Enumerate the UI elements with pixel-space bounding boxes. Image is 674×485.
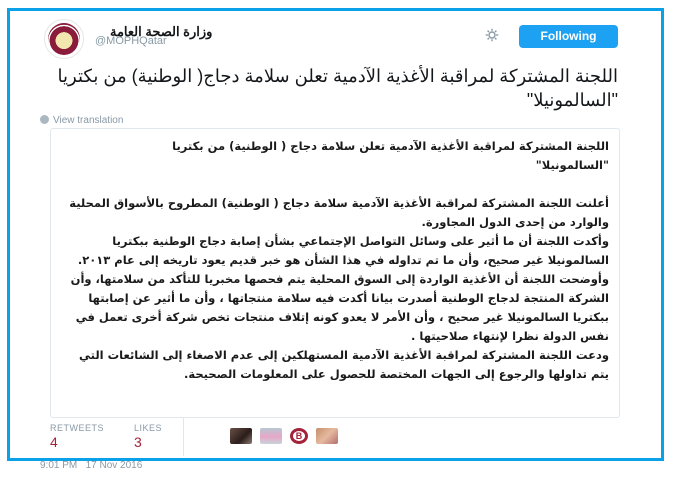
image-paragraph-4: ودعت اللجنة المشتركة لمراقبة الأغذية الآدمية المستهلكين إلى عدم الاصغاء إلى الشائعات التي يتم تداولها والرجوع إلى الجهات المختصة للحصول على المعلومات الصحيحة. (79, 348, 609, 381)
image-paragraph-2: وأكدت اللجنة أن ما أثير على وسائل التواصل الإجتماعي بشأن إصابة دجاج الوطنية ببكتريا السالمونيلا غير صحيح، وأن ما تم تداوله في هذا الشأن هو خبر قديم يعود تاريخه إلى عام ٢٠١٣. (77, 234, 609, 267)
likes-label: LIKES (134, 423, 163, 433)
image-text (59, 137, 609, 384)
view-translation-label: View translation (53, 115, 124, 126)
stats-divider (183, 418, 184, 456)
following-button[interactable]: Following (519, 25, 618, 48)
liker-avatar[interactable]: B (290, 428, 308, 444)
image-paragraph-1: أعلنت اللجنة المشتركة لمراقبة الأغذية الآدمية سلامة دجاج ( الوطنية) المطروح بالأسواق المحلية والوارد من إحدى الدول المجاورة. (69, 196, 609, 229)
likes-stat[interactable] (134, 423, 162, 450)
tweet-timestamp[interactable] (40, 460, 142, 471)
user-handle[interactable]: @MOPHQatar (95, 35, 167, 47)
liker-avatar[interactable] (260, 428, 282, 444)
attached-image[interactable] (50, 128, 620, 418)
retweets-label: RETWEETS (50, 423, 105, 433)
image-title-line1: اللجنة المشتركة لمراقبة الأغذية الآدمية تعلن سلامة دجاج ( الوطنية) من بكتريا (172, 139, 609, 153)
likers-avatars (230, 428, 338, 444)
likes-count: 3 (134, 434, 142, 450)
globe-icon (40, 115, 49, 124)
avatar[interactable] (44, 19, 84, 59)
view-translation-link[interactable] (40, 115, 123, 126)
tweet-time: 9:01 PM (40, 460, 78, 471)
retweets-stat[interactable] (50, 423, 104, 450)
retweets-count: 4 (50, 434, 58, 450)
moph-logo-icon (48, 23, 80, 55)
gear-icon[interactable] (485, 28, 499, 42)
image-paragraph-3: وأوضحت اللجنة أن الأغذية الواردة إلى السوق المحلية يتم فحصها مخبريا للتأكد من سلامتها، وأن الشركة المنتجة لدجاج الوطنية أصدرت بيانا أكدت فيه سلامة منتجاتها ، وأن ما أثير عن إصابتها ببكتريا السالمونيلا غير صحيح ، وأن الأمر لا يعدو كونه إتلاف منتجات تخص شركة أخرى تعمل في نفس الدولة نظرا لإنتهاء صلاحيتها . (70, 272, 609, 343)
display-name[interactable]: وزارة الصحة العامة (110, 24, 213, 39)
liker-avatar[interactable] (316, 428, 338, 444)
tweet-text: اللجنة المشتركة لمراقبة الأغذية الآدمية تعلن سلامة دجاج( الوطنية) من بكتريا "السالمونيلا" (57, 66, 618, 110)
image-title-line2: "السالمونيلا" (535, 158, 609, 172)
tweet-date: 17 Nov 2016 (85, 460, 143, 471)
liker-avatar[interactable] (230, 428, 252, 444)
